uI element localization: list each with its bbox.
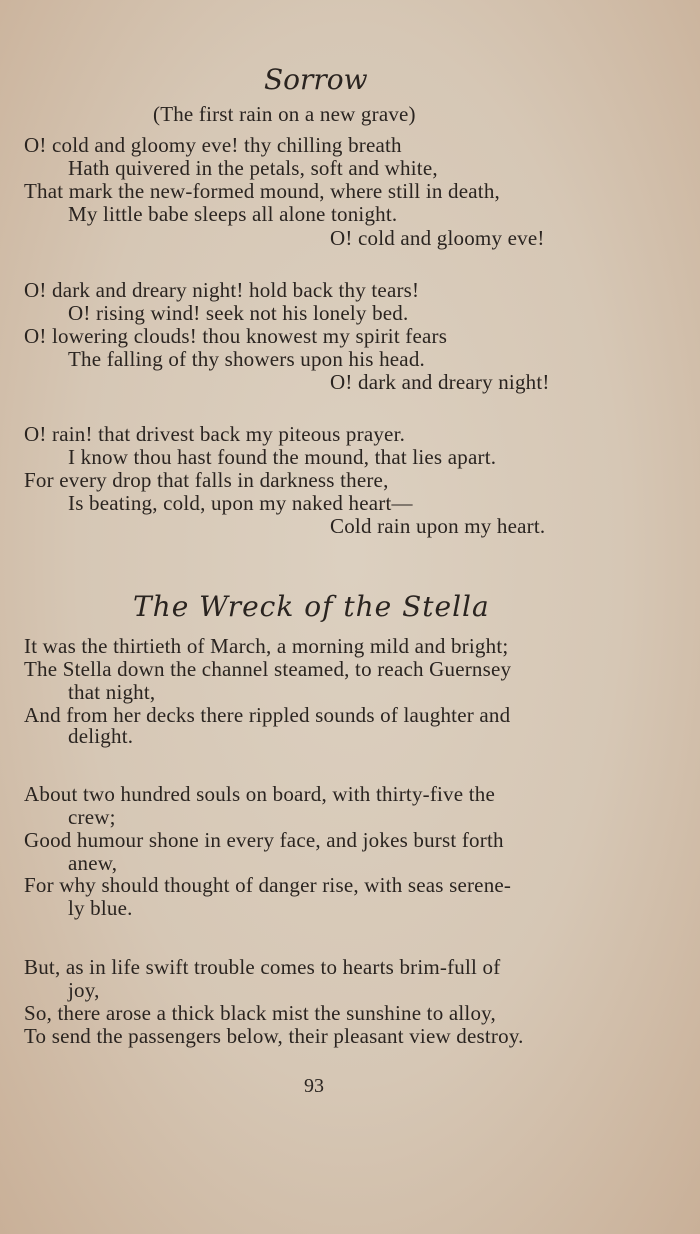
verse-line: The Stella down the channel steamed, to reach Guernsey — [24, 657, 512, 681]
verse-line: That mark the new-formed mound, where still in death, — [24, 179, 500, 203]
verse-line: Cold rain upon my heart. — [330, 514, 546, 538]
verse-line: O! lowering clouds! thou knowest my spirit fears — [24, 324, 448, 348]
verse-line: It was the thirtieth of March, a morning mild and bright; — [24, 634, 509, 658]
verse-line: O! cold and gloomy eve! — [330, 226, 545, 250]
verse-line: So, there arose a thick black mist the sunshine to alloy, — [24, 1001, 496, 1025]
verse-line: O! cold and gloomy eve! thy chilling breath — [24, 133, 402, 157]
verse-line: O! rain! that drivest back my piteous prayer. — [24, 422, 406, 446]
verse-line: Is beating, cold, upon my naked heart— — [68, 491, 413, 515]
verse-line: About two hundred souls on board, with thirty-five the — [24, 782, 495, 806]
verse-line: Good humour shone in every face, and jokes burst forth — [24, 828, 504, 852]
verse-line: The falling of thy showers upon his head. — [68, 347, 425, 371]
verse-line: ly blue. — [68, 896, 133, 920]
poem-subtitle: (The first rain on a new grave) — [153, 102, 416, 126]
verse-line: Hath quivered in the petals, soft and white, — [68, 156, 438, 180]
verse-line: that night, — [68, 680, 156, 704]
verse-line: My little babe sleeps all alone tonight. — [68, 202, 398, 226]
verse-line: O! dark and dreary night! hold back thy tears! — [24, 278, 420, 302]
verse-line: delight. — [68, 724, 134, 748]
verse-line: O! rising wind! seek not his lonely bed. — [68, 301, 409, 325]
verse-line: crew; — [68, 805, 116, 829]
verse-line: I know thou hast found the mound, that lies apart. — [68, 445, 497, 469]
verse-line: To send the passengers below, their pleasant view destroy. — [24, 1024, 524, 1048]
poem-title-sorrow: Sorrow — [264, 63, 368, 96]
poem-title-stella: The Wreck of the Stella — [133, 590, 490, 623]
verse-line: For why should thought of danger rise, with seas serene- — [24, 873, 512, 897]
verse-line: joy, — [68, 978, 100, 1002]
verse-line: But, as in life swift trouble comes to hearts brim-full of — [24, 955, 501, 979]
verse-line: And from her decks there rippled sounds of laughter and — [24, 703, 511, 727]
verse-line: anew, — [68, 851, 118, 875]
page-number: 93 — [304, 1075, 324, 1097]
verse-line: For every drop that falls in darkness there, — [24, 468, 389, 492]
verse-line: O! dark and dreary night! — [330, 370, 550, 394]
